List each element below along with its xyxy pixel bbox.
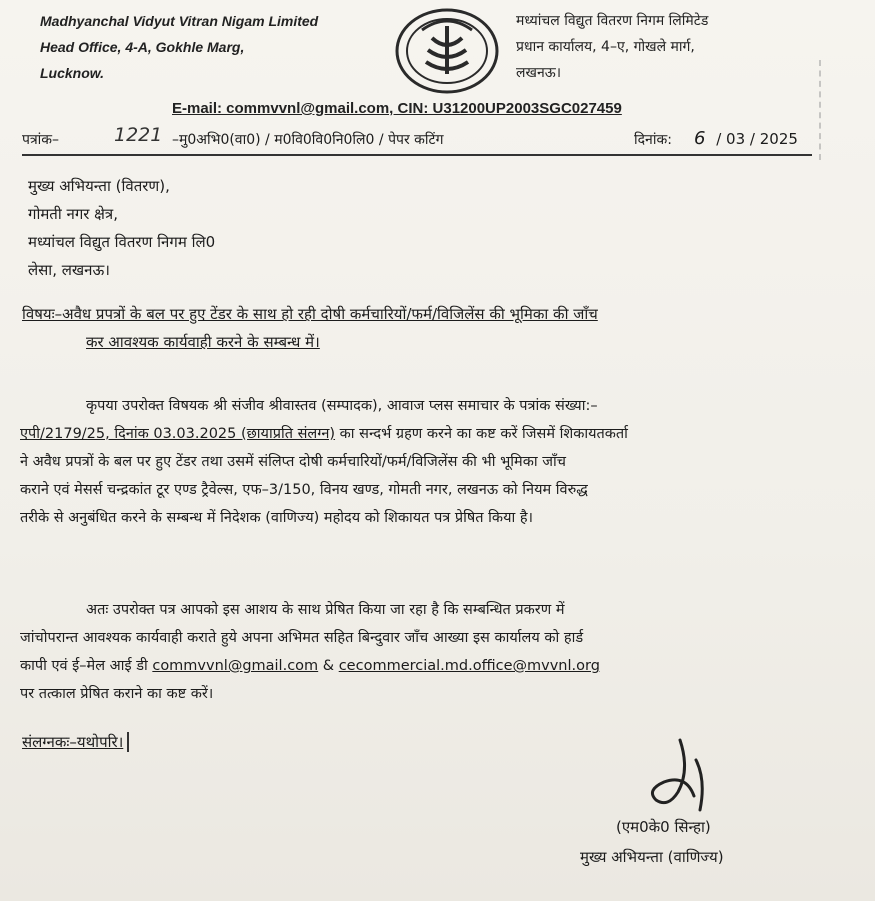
reference-line: [22, 124, 812, 156]
addressee-line: मध्यांचल विद्युत वितरण निगम लि0: [28, 233, 216, 251]
body-paragraph-1: [20, 392, 820, 532]
body-paragraph-2: [20, 596, 820, 708]
signatory-name: (एम0के0 सिन्हा): [616, 818, 711, 836]
para-line: कृपया उपरोक्त विषयक श्री संजीव श्रीवास्तव (सम्पादक), आवाज प्लस समाचार के पत्रांक संख्या:–: [86, 398, 598, 414]
subject-line: विषयः–अवैध प्रपत्रों के बल पर हुए टेंडर के साथ हो रही दोषी कर्मचारियों/फर्म/विजिलेंस की भूमिका की जाँच: [22, 305, 598, 323]
ampersand: &: [318, 658, 339, 674]
email-link-1[interactable]: commvvnl@gmail.com: [152, 658, 319, 674]
subject-line: कर आवश्यक कार्यवाही करने के सम्बन्ध में।: [86, 333, 320, 351]
handwritten-signature: [560, 730, 780, 820]
email-cin-line: E-mail: commvvnl@gmail.com, CIN: U31200UP2003SGC027459: [172, 100, 622, 117]
margin-stamp: [819, 60, 869, 160]
para-text: का सन्दर्भ ग्रहण करने का कष्ट करें जिसमें शिकायतकर्ता: [335, 426, 628, 442]
date-month-year: / 03 / 2025: [716, 130, 798, 148]
city-en: Lucknow.: [40, 65, 105, 81]
addressee-line: लेसा, लखनऊ।: [28, 261, 110, 279]
ref-label: पत्रांक–: [22, 132, 60, 148]
addressee-block: [28, 172, 215, 284]
para-line: कराने एवं मेसर्स चन्द्रकांत टूर एण्ड ट्रैवेल्स, एफ–3/150, विनय खण्ड, गोमती नगर, लखनऊ को नियम विरुद्ध: [20, 482, 588, 498]
office-address-hi: प्रधान कार्यालय, 4–ए, गोखले मार्ग,: [516, 39, 695, 55]
org-name-en: Madhyanchal Vidyut Vitran Nigam Limited: [40, 13, 319, 29]
para-line: [20, 420, 820, 448]
letterhead-hindi: [516, 8, 708, 86]
para-line: ने अवैध प्रपत्रों के बल पर हुए टेंडर तथा उसमें संलिप्त दोषी कर्मचारियों/फर्म/विजिलेंस की भी भूमिका जाँच: [20, 454, 566, 470]
addressee-line: मुख्य अभियन्ता (वितरण),: [28, 177, 170, 195]
company-logo: [392, 6, 502, 96]
para-line: जांचोपरान्त आवश्यक कार्यवाही कराते हुये अपना अभिमत सहित बिन्दुवार जाँच आख्या इस कार्यालय को हार्ड: [20, 630, 584, 646]
para-line: पर तत्काल प्रेषित कराने का कष्ट करें।: [20, 686, 214, 702]
ref-number: 1221: [114, 124, 163, 146]
date-label: दिनांक:: [634, 132, 672, 148]
para-text: कापी एवं ई–मेल आई डी: [20, 658, 153, 674]
ref-path: –मु0अभि0(वा0) / म0वि0वि0नि0लि0 / पेपर कटिंग: [172, 132, 444, 148]
date-value: [694, 128, 798, 149]
date-day: 6: [694, 128, 706, 149]
office-address-en: Head Office, 4-A, Gokhle Marg,: [40, 39, 245, 55]
city-hi: लखनऊ।: [516, 65, 562, 81]
reference-number-underlined: एपी/2179/25, दिनांक 03.03.2025 (छायाप्रति संलग्न): [20, 426, 336, 442]
enclosure-note: संलग्नकः–यथोपरि।: [22, 732, 129, 752]
para-line: अतः उपरोक्त पत्र आपको इस आशय के साथ प्रेषित किया जा रहा है कि सम्बन्धित प्रकरण में: [86, 602, 565, 618]
addressee-line: गोमती नगर क्षेत्र,: [28, 205, 118, 223]
signatory-designation: मुख्य अभियन्ता (वाणिज्य): [580, 848, 724, 866]
letterhead-english: [40, 8, 318, 86]
email-link-2[interactable]: cecommercial.md.office@mvvnl.org: [338, 658, 600, 674]
para-line: तरीके से अनुबंधित करने के सम्बन्ध में निदेशक (वाणिज्य) महोदय को शिकायत पत्र प्रेषित किया है।: [20, 510, 534, 526]
org-name-hi: मध्यांचल विद्युत वितरण निगम लिमिटेड: [516, 13, 709, 29]
para-line: [20, 652, 820, 680]
signatory-block: [580, 812, 724, 872]
subject-block: [22, 300, 822, 356]
